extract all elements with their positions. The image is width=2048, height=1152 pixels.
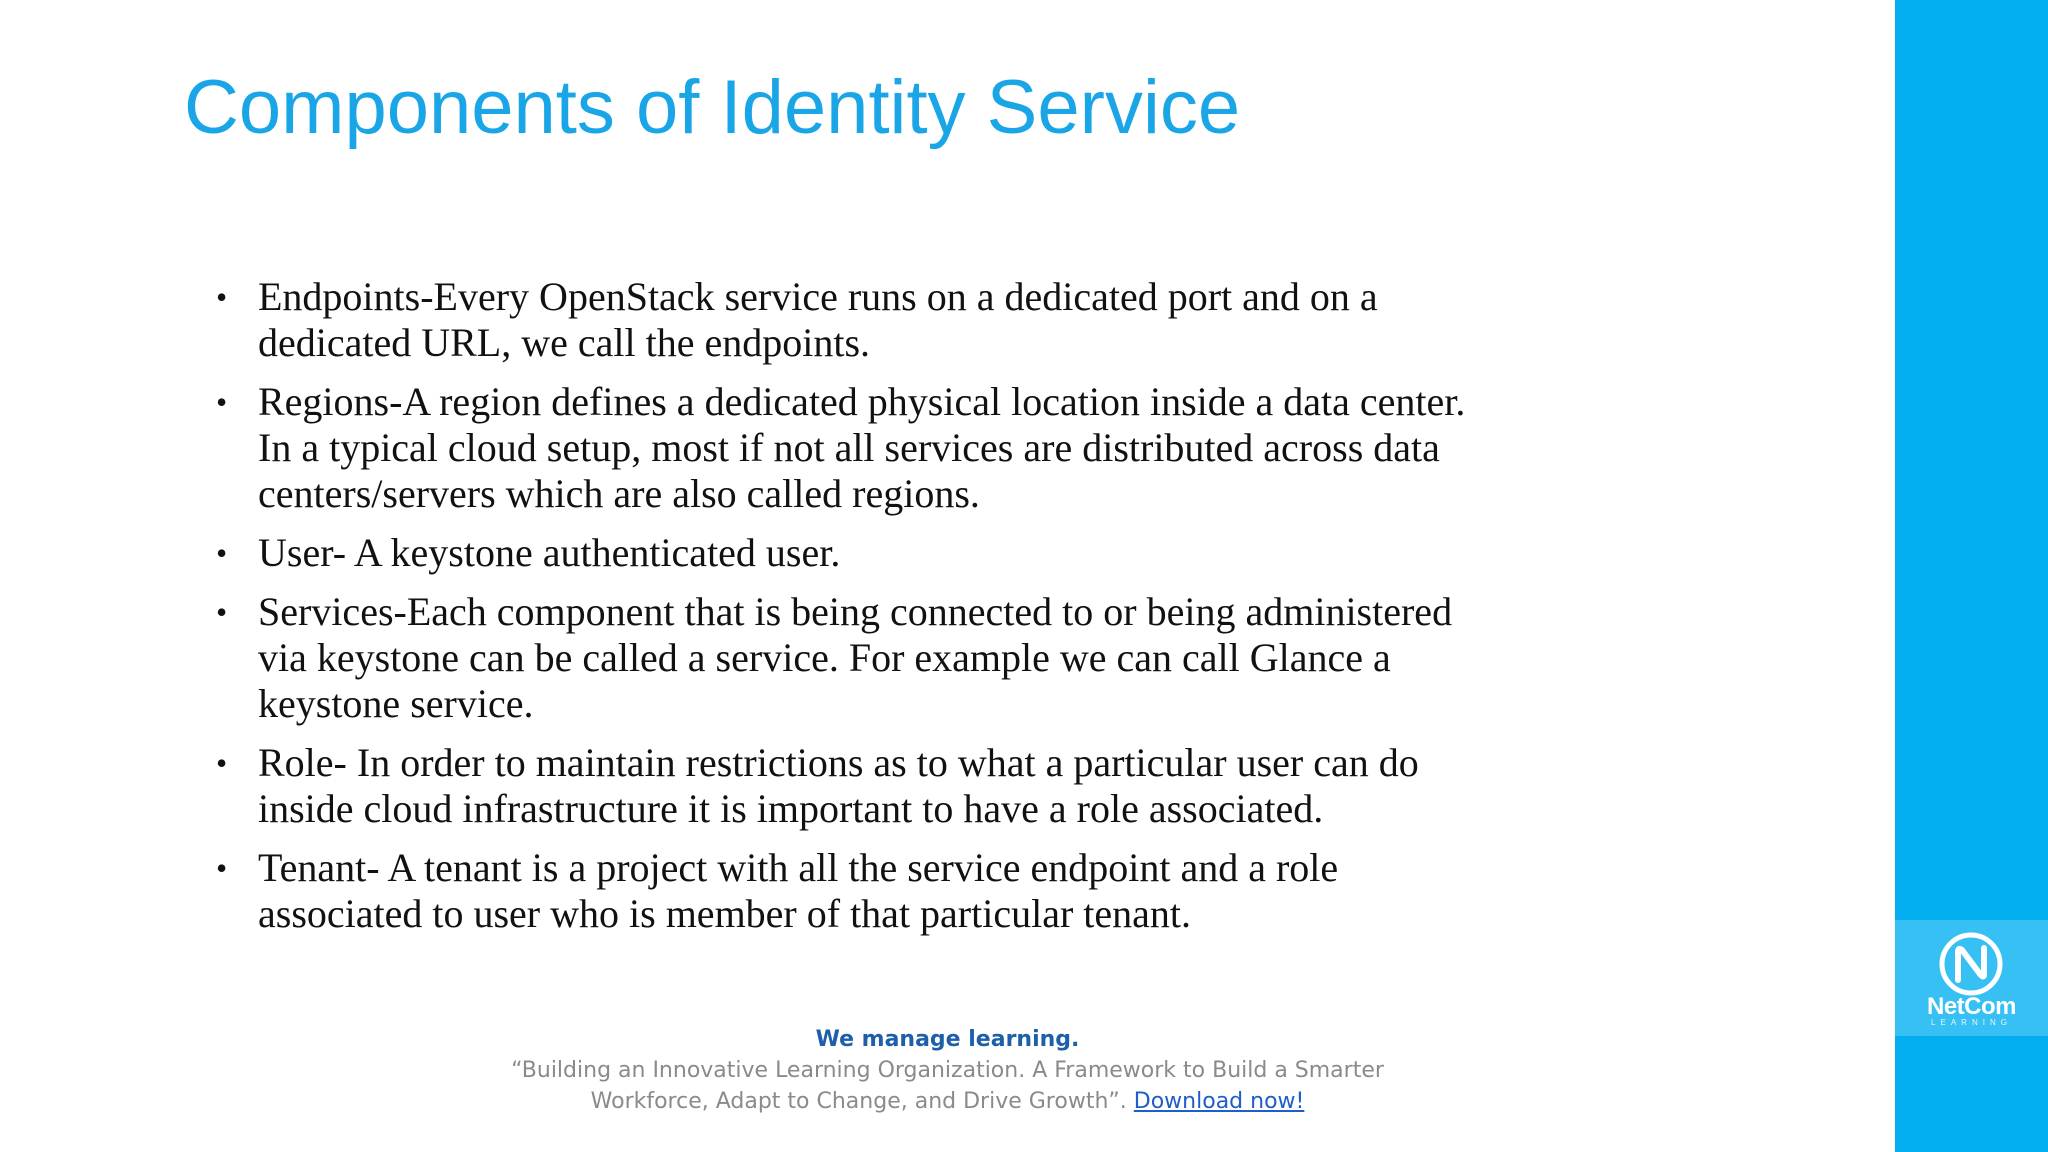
footer-quote-line-2 [0,1086,1895,1117]
bullet-text-line: via keystone can be called a service. For example we can call Glance a [258,635,1391,680]
bullet-text-line: Regions-A region defines a dedicated physical location inside a data center. [258,379,1466,424]
bullet-text-line: associated to user who is member of that particular tenant. [258,891,1192,936]
download-now-link[interactable]: Download now! [1133,1089,1305,1114]
bullet-text-line: inside cloud infrastructure it is important to have a role associated. [258,786,1324,831]
logo-subtext: LEARNING [1931,1018,2012,1027]
footer-quote-line-1: “Building an Innovative Learning Organization. A Framework to Build a Smarter [511,1058,1384,1083]
bullet-text-line: keystone service. [258,681,534,726]
netcom-n-logo-icon [1937,930,2005,998]
bullet-dot-icon: • [216,745,228,781]
bullet-text-line: In a typical cloud setup, most if not all services are distributed across data [258,425,1440,470]
bullet-text-line: Services-Each component that is being connected to or being administered [258,589,1453,634]
bullet-text-line: Endpoints-Every OpenStack service runs on a dedicated port and on a [258,274,1378,319]
bullet-dot-icon: • [216,850,228,886]
bullet-dot-icon: • [216,594,228,630]
bullet-item-services [216,589,1576,727]
bullet-list [216,274,1576,950]
bullet-item-user [216,530,1576,576]
bullet-dot-icon: • [216,535,228,571]
bullet-text-line: centers/servers which are also called regions. [258,471,980,516]
bullet-dot-icon: • [216,384,228,420]
bullet-text-line: User- A keystone authenticated user. [258,530,841,575]
bullet-item-endpoints [216,274,1576,366]
slide-title: Components of Identity Service [184,65,1241,150]
footer-promo [0,1024,1895,1117]
footer-tagline: We manage learning. [815,1027,1080,1052]
footer-quote-text: Workforce, Adapt to Change, and Drive Growth”. [590,1089,1127,1114]
bullet-text-line: dedicated URL, we call the endpoints. [258,320,871,365]
bullet-item-regions [216,379,1576,517]
bullet-text-line: Role- In order to maintain restrictions as to what a particular user can do [258,740,1419,785]
bullet-item-role [216,740,1576,832]
bullet-item-tenant [216,845,1576,937]
netcom-logo [1895,920,2048,1036]
bullet-text-line: Tenant- A tenant is a project with all the service endpoint and a role [258,845,1339,890]
logo-name: NetCom [1926,993,2016,1020]
bullet-dot-icon: • [216,279,228,315]
